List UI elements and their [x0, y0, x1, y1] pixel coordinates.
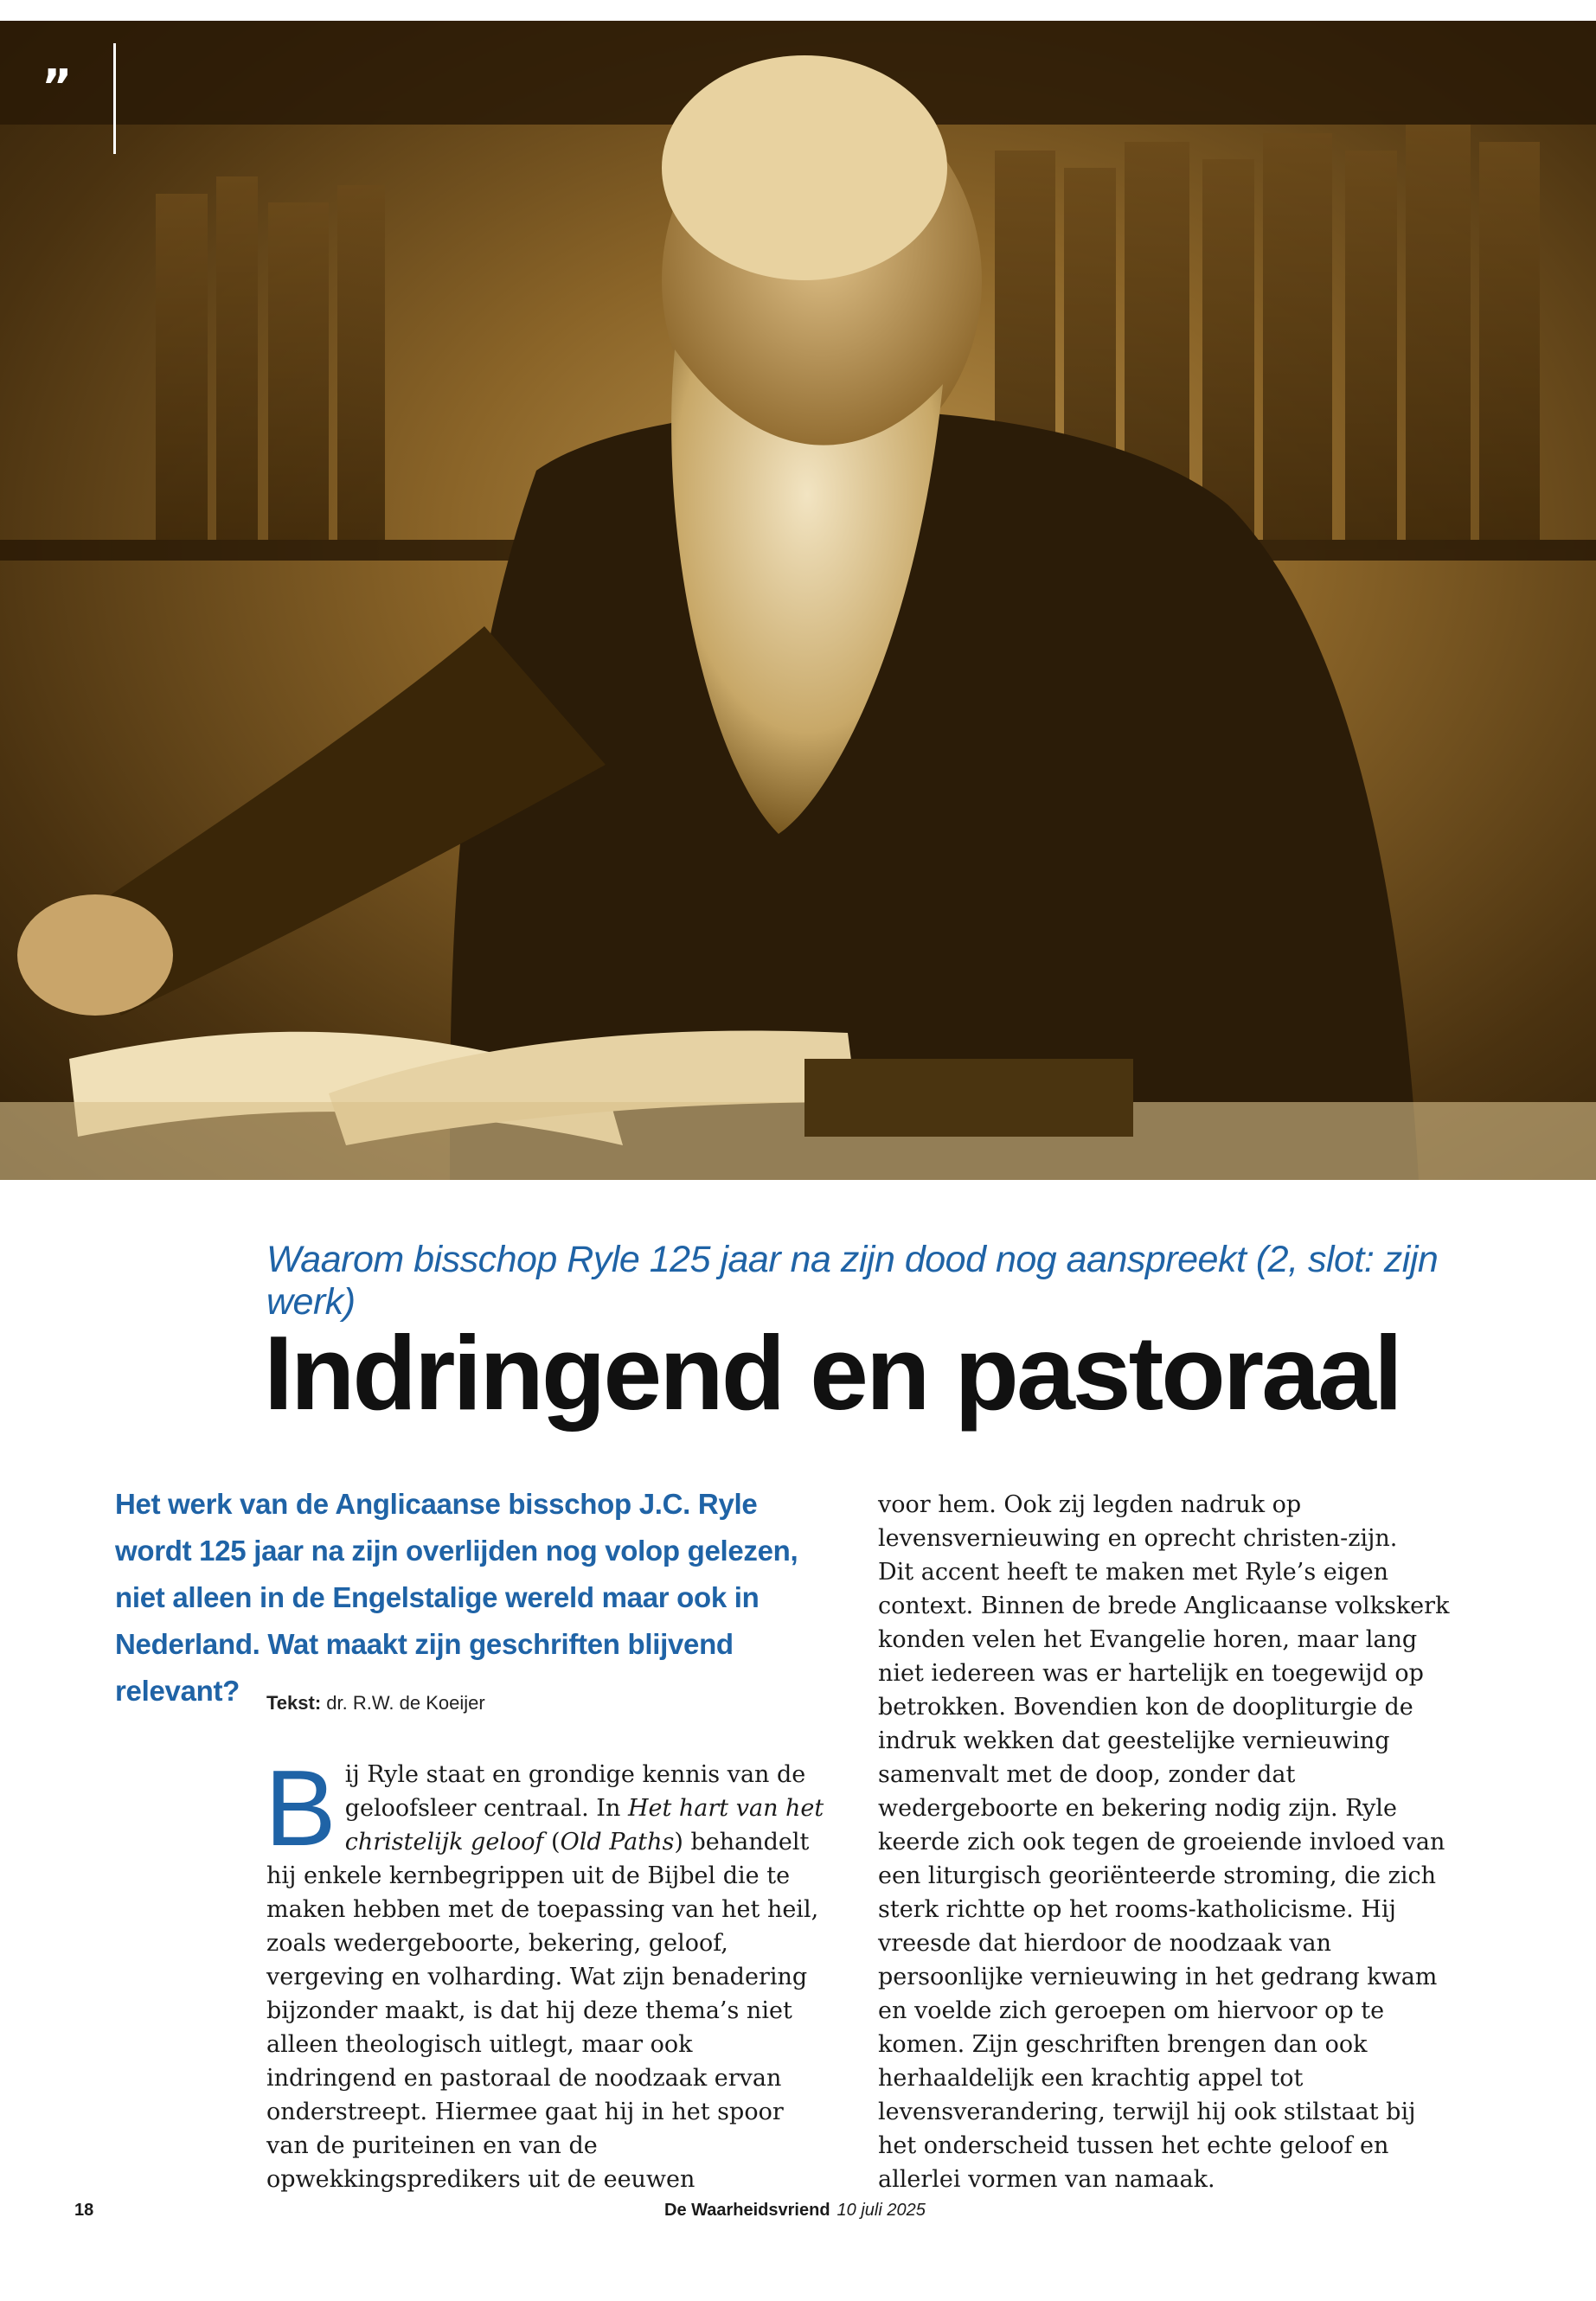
byline-author: dr. R.W. de Koeijer — [326, 1692, 485, 1714]
article-photo — [0, 21, 1596, 1180]
book-title: Het hart van het christelijk geloof — [344, 1795, 824, 1856]
page-number: 18 — [74, 2201, 94, 2220]
quote-icon: ” — [42, 60, 73, 114]
article-kicker: Waarom bisschop Ryle 125 jaar na zijn dood nog aanspreekt (2, slot: zijn werk) — [266, 1239, 1439, 1323]
article-title: Indringend en pastoraal — [264, 1314, 1401, 1432]
body-column-2 — [878, 1488, 1458, 2196]
drop-cap: B — [265, 1749, 337, 1868]
byline — [266, 1692, 485, 1715]
paragraph: Dit accent heeft te maken met Ryle’s eigen context. Binnen de brede Anglicaanse volkskerk konden velen het Evangelie horen, maar lang niet iedereen was er hartelijk en toegewijd op betrokken. Bovendien kon de doopliturgie de indruk wekken dat geestelijke vernieuwing samenvalt met de doop, zonder dat wedergeboorte en bekering nodig zijn. Ryle keerde zich ook tegen de groeiende invloed van een liturgisch georiënteerde stroming, die zich sterk richtte op het rooms-katholicisme. Hij vreesde dat hierdoor de noodzaak van persoonlijke vernieuwing in het gedrang kwam en voelde zich geroepen om hiervoor op te komen. Zijn geschriften brengen dan ook herhaaldelijk een krachtig appel tot levensverandering, terwijl hij ook stilstaat bij het onderscheid tussen het echte geloof en allerlei vormen van namaak. — [878, 1559, 1450, 2193]
byline-label: Tekst: — [266, 1692, 322, 1714]
sepia-portrait-illustration — [0, 21, 1596, 1180]
body-column-1 — [265, 1749, 829, 2196]
paragraph: voor hem. Ook zij legden nadruk op levensvernieuwing en oprecht christen-zijn. — [878, 1491, 1398, 1552]
magazine-name: De Waarheidsvriend — [664, 2201, 830, 2220]
body-text: ) behandelt hij enkele kernbegrippen uit de Bijbel die te maken hebben met de toepassing van het heil, zoals wedergeboorte, bekering, geloof, vergeving en volharding. Wat zijn benadering bijzonder maakt, is dat hij deze thema’s niet alleen theologisch uitlegt, maar ook indringend en pastoraal de noodzaak ervan onderstreept. Hiermee gaat hij in het spoor van de puriteinen en van de opwekkingspredikers uit de eeuwen — [266, 1829, 819, 2193]
body-text: ij Ryle staat en grondige kennis van de geloofsleer centraal. In — [344, 1761, 806, 1822]
magazine-footer — [664, 2201, 926, 2221]
book-title-english: Old Paths — [560, 1829, 675, 1856]
section-rule — [113, 43, 116, 154]
issue-date: 10 juli 2025 — [836, 2201, 926, 2220]
body-text: ( — [543, 1829, 561, 1856]
article-intro: Het werk van de Anglicaanse bisschop J.C. Ryle wordt 125 jaar na zijn overlijden nog volop gelezen, niet alleen in de Engelstalige wereld maar ook in Nederland. Wat maakt zijn geschriften blijvend relevant? — [115, 1488, 798, 1707]
